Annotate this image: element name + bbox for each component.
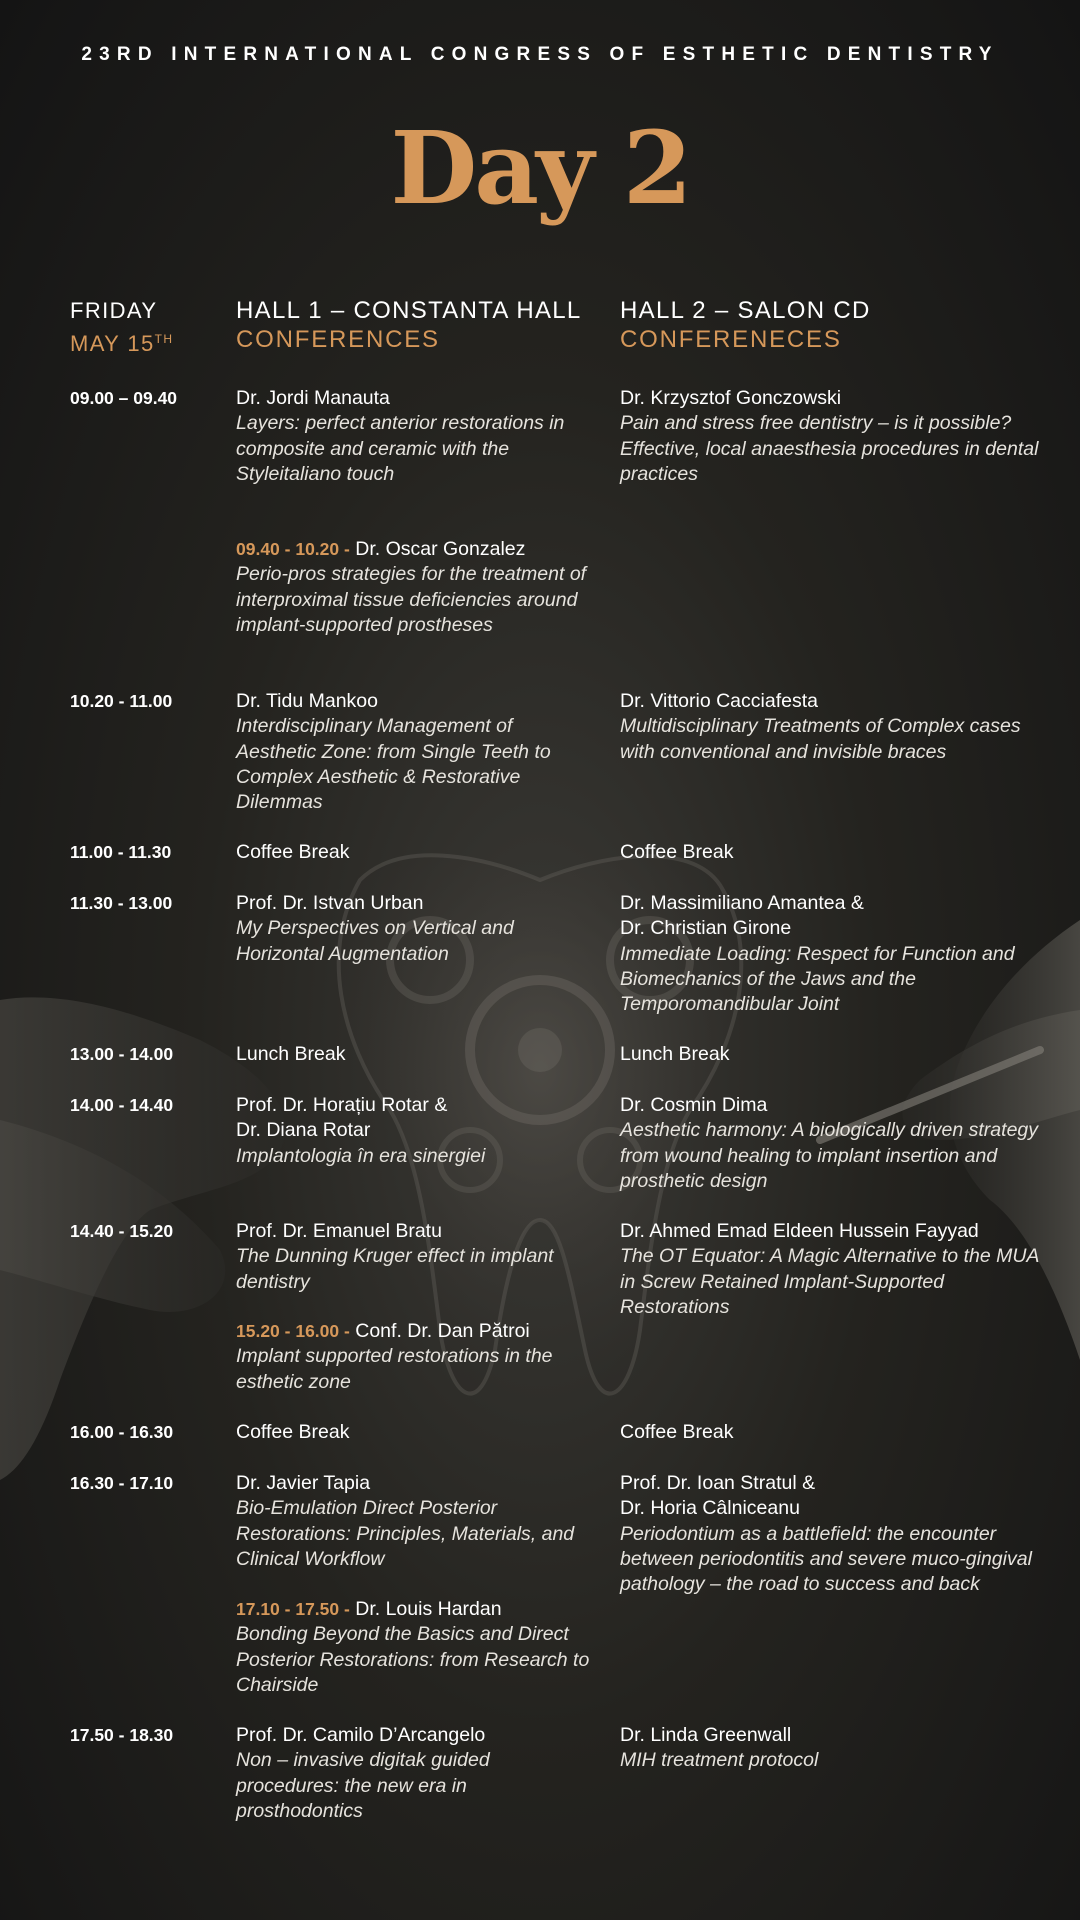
speaker-name: Dr. Krzysztof Gonczowski xyxy=(620,387,842,409)
speaker-name: Dr. Louis Hardan xyxy=(355,1598,502,1620)
speaker-name: Dr. Linda Greenwall xyxy=(620,1724,792,1746)
speaker-name: Dr. Oscar Gonzalez xyxy=(355,538,526,560)
speaker-name: Dr. Ahmed Emad Eldeen Hussein Fayyad xyxy=(620,1220,979,1242)
congress-title: 23RD INTERNATIONAL CONGRESS OF ESTHETIC DENTISTRY xyxy=(81,44,999,65)
day-header xyxy=(70,296,173,358)
speaker-name: Prof. Dr. Emanuel Bratu xyxy=(236,1220,442,1242)
session-hall1 xyxy=(236,1723,591,1824)
speaker-name: Dr. Diana Rotar xyxy=(236,1119,371,1142)
time-slot: 16.00 - 16.30 xyxy=(70,1422,174,1442)
time-slot: 14.40 - 15.20 xyxy=(70,1221,174,1241)
hall1-type: CONFERENCES xyxy=(236,326,440,353)
session-hall1 xyxy=(236,1093,591,1169)
session-hall1-sub xyxy=(236,1319,591,1395)
speaker-name: Dr. Christian Girone xyxy=(620,917,792,940)
speaker-name: Dr. Horia Câlniceanu xyxy=(620,1497,800,1520)
speaker-name: Prof. Dr. Ioan Stratul & xyxy=(620,1472,816,1494)
lunch-break-hall2: Lunch Break xyxy=(620,1043,730,1065)
session-hall2 xyxy=(620,1093,1040,1194)
talk-title: The OT Equator: A Magic Alternative to the MUA in Screw Retained Implant-Supported Restorations xyxy=(620,1245,1039,1318)
session-hall1 xyxy=(236,891,591,967)
speaker-name: Conf. Dr. Dan Pătroi xyxy=(355,1320,530,1342)
time-slot: 16.30 - 17.10 xyxy=(70,1473,174,1493)
lunch-break-hall1: Lunch Break xyxy=(236,1043,346,1065)
time-slot: 11.30 - 13.00 xyxy=(70,893,173,913)
speaker-name: Dr. Jordi Manauta xyxy=(236,387,390,409)
talk-title: Immediate Loading: Respect for Function and Biomechanics of the Jaws and the Temporomandibular Joint xyxy=(620,942,1015,1016)
session-hall2 xyxy=(620,689,1040,765)
speaker-name: Dr. Cosmin Dima xyxy=(620,1094,768,1116)
time-slot: 11.00 - 11.30 xyxy=(70,842,172,862)
talk-title: Pain and stress free dentistry – is it possible? Effective, local anaesthesia procedures in dental practices xyxy=(620,412,1039,485)
session-hall2 xyxy=(620,1471,1040,1597)
coffee-break-hall1: Coffee Break xyxy=(236,841,350,863)
talk-title: Bio-Emulation Direct Posterior Restorations: Principles, Materials, and Clinical Workflow xyxy=(236,1497,575,1570)
talk-title: Implant supported restorations in the esthetic zone xyxy=(236,1345,553,1393)
day-title: Day 2 xyxy=(390,109,690,227)
speaker-name: Prof. Dr. Horațiu Rotar & xyxy=(236,1094,448,1116)
session-hall1 xyxy=(236,1471,591,1572)
hall2-type: CONFERENECES xyxy=(620,326,842,353)
talk-title: MIH treatment protocol xyxy=(620,1749,819,1772)
hall1-name: HALL 1 – CONSTANTA HALL xyxy=(236,297,582,324)
talk-title: Multidisciplinary Treatments of Complex cases with conventional and invisible braces xyxy=(620,715,1021,763)
coffee-break-hall2: Coffee Break xyxy=(620,1421,734,1443)
speaker-name: Prof. Dr. Camilo D’Arcangelo xyxy=(236,1724,486,1746)
sub-time: 17.10 - 17.50 - xyxy=(236,1599,350,1619)
session-hall2 xyxy=(620,891,1040,1017)
speaker-name: Dr. Tidu Mankoo xyxy=(236,690,378,712)
talk-title: Non – invasive digitak guided procedures: the new era in prosthodontics xyxy=(236,1749,490,1822)
session-hall2 xyxy=(620,1219,1040,1320)
speaker-name: Dr. Vittorio Cacciafesta xyxy=(620,690,818,712)
sub-time: 15.20 - 16.00 - xyxy=(236,1321,350,1341)
session-hall1 xyxy=(236,386,591,487)
time-slot: 13.00 - 14.00 xyxy=(70,1044,174,1064)
talk-title: Perio-pros strategies for the treatment of interproximal tissue deficiencies around implant-supported prostheses xyxy=(236,563,587,636)
sub-time: 09.40 - 10.20 - xyxy=(236,539,350,559)
speaker-name: Dr. Javier Tapia xyxy=(236,1472,371,1494)
speaker-name: Prof. Dr. Istvan Urban xyxy=(236,892,424,914)
hall1-header xyxy=(236,296,582,354)
talk-title: Aesthetic harmony: A biologically driven strategy from wound healing to implant insertion and prosthetic design xyxy=(620,1119,1039,1192)
time-slot: 09.00 – 09.40 xyxy=(70,388,178,408)
session-hall2 xyxy=(620,386,1040,487)
date-label: MAY 15TH xyxy=(70,331,174,356)
time-slot: 10.20 - 11.00 xyxy=(70,691,173,711)
talk-title: Bonding Beyond the Basics and Direct Posterior Restorations: from Research to Chairside xyxy=(236,1623,590,1696)
session-hall1 xyxy=(236,689,591,815)
talk-title: Periodontium as a battlefield: the encounter between periodontitis and severe muco-gingival pathology – the road to success and back xyxy=(620,1522,1032,1596)
speaker-name: Dr. Massimiliano Amantea & xyxy=(620,892,864,914)
session-hall1 xyxy=(236,1219,591,1295)
coffee-break-hall1: Coffee Break xyxy=(236,1421,350,1443)
talk-title: Layers: perfect anterior restorations in composite and ceramic with the Styleitaliano touch xyxy=(236,412,565,485)
session-hall1-sub xyxy=(236,1597,591,1698)
day-name: FRIDAY xyxy=(70,298,158,323)
time-slot: 17.50 - 18.30 xyxy=(70,1725,174,1745)
session-hall1-sub xyxy=(236,537,591,638)
hall2-header xyxy=(620,296,871,354)
time-slot: 14.00 - 14.40 xyxy=(70,1095,174,1115)
talk-title: Interdisciplinary Management of Aesthetic Zone: from Single Teeth to Complex Aesthetic & Restorative Dilemmas xyxy=(236,715,551,814)
talk-title: The Dunning Kruger effect in implant dentistry xyxy=(236,1245,554,1293)
talk-title: My Perspectives on Vertical and Horizontal Augmentation xyxy=(236,917,514,965)
session-hall2 xyxy=(620,1723,1040,1774)
hall2-name: HALL 2 – SALON CD xyxy=(620,297,871,324)
talk-title: Implantologia în era sinergiei xyxy=(236,1144,486,1167)
coffee-break-hall2: Coffee Break xyxy=(620,841,734,863)
